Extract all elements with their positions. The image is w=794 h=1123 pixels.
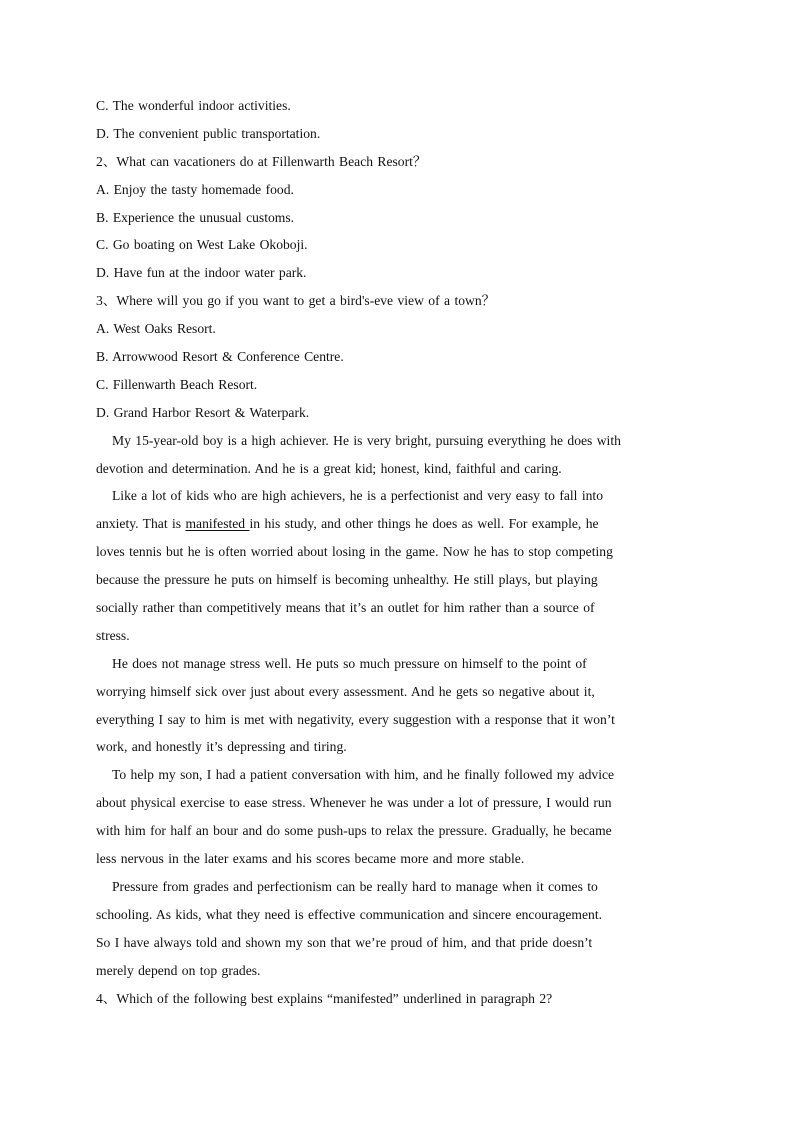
- passage-line: So I have always told and shown my son that we’re proud of him, and that pride doesn’t: [96, 934, 593, 950]
- question-3: 3、Where will you go if you want to get a bird's-eve view of a town？: [96, 293, 496, 309]
- question-2: 2、What can vacationers do at Fillenwarth Beach Resort？: [96, 153, 427, 169]
- option-c-q1: C. The wonderful indoor activities.: [96, 98, 291, 113]
- passage-line: socially rather than competitively means that it’s an outlet for him rather than a source of: [96, 600, 595, 616]
- option-d-q2: D. Have fun at the indoor water park.: [96, 265, 307, 281]
- option-d-q3: D. Grand Harbor Resort & Waterpark.: [96, 404, 310, 420]
- question-4: 4、Which of the following best explains “manifested” underlined in paragraph 2?: [96, 990, 553, 1006]
- passage-line: worrying himself sick over just about every assessment. And he gets so negative about it,: [96, 683, 595, 699]
- passage-line: Pressure from grades and perfectionism can be really hard to manage when it comes to: [112, 878, 598, 894]
- passage-line: To help my son, I had a patient conversation with him, and he finally followed my advice: [112, 767, 615, 783]
- option-c-q3: C. Fillenwarth Beach Resort.: [96, 376, 258, 392]
- passage-line: Like a lot of kids who are high achievers, he is a perfectionist and very easy to fall into: [112, 488, 603, 504]
- option-b-q3: B. Arrowwood Resort & Conference Centre.: [96, 349, 344, 365]
- text-segment: in his study, and other things he does as well. For example, he: [249, 516, 599, 532]
- passage-line: loves tennis but he is often worried about losing in the game. Now he has to stop competing: [96, 544, 613, 560]
- document-page: [96, 92, 696, 1012]
- text-segment: anxiety. That is: [96, 516, 186, 532]
- passage-paragraph-2: [96, 482, 696, 649]
- passage-line: stress.: [96, 627, 130, 643]
- option-c-q2: C. Go boating on West Lake Okoboji.: [96, 237, 308, 253]
- option-a-q3: A. West Oaks Resort.: [96, 321, 216, 337]
- passage-line: work, and honestly it’s depressing and tiring.: [96, 739, 347, 755]
- passage-paragraph-1: [96, 427, 696, 483]
- passage-paragraph-3: [96, 650, 696, 762]
- passage-line: less nervous in the later exams and his scores became more and more stable.: [96, 851, 525, 867]
- passage-line: because the pressure he puts on himself is becoming unhealthy. He still plays, but playing: [96, 572, 598, 588]
- passage-line: with him for half an bour and do some push-ups to relax the pressure. Gradually, he became: [96, 823, 612, 839]
- underlined-word: manifested: [185, 516, 250, 532]
- option-b-q2: B. Experience the unusual customs.: [96, 209, 295, 225]
- passage-line: [96, 510, 696, 538]
- passage-line: My 15-year-old boy is a high achiever. He is very bright, pursuing everything he does with: [112, 432, 621, 448]
- passage-line: devotion and determination. And he is a great kid; honest, kind, faithful and caring.: [96, 460, 562, 476]
- passage-line: schooling. As kids, what they need is effective communication and sincere encouragement.: [96, 906, 603, 922]
- passage-line: about physical exercise to ease stress. Whenever he was under a lot of pressure, I would run: [96, 795, 612, 811]
- option-d-q1: D. The convenient public transportation.: [96, 125, 321, 141]
- passage-line: everything I say to him is met with negativity, every suggestion with a response that it won’t: [96, 711, 615, 727]
- option-a-q2: A. Enjoy the tasty homemade food.: [96, 181, 294, 197]
- passage-line: merely depend on top grades.: [96, 962, 261, 978]
- passage-paragraph-4: [96, 761, 696, 873]
- passage-paragraph-5: [96, 873, 696, 985]
- passage-line: He does not manage stress well. He puts so much pressure on himself to the point of: [112, 655, 587, 671]
